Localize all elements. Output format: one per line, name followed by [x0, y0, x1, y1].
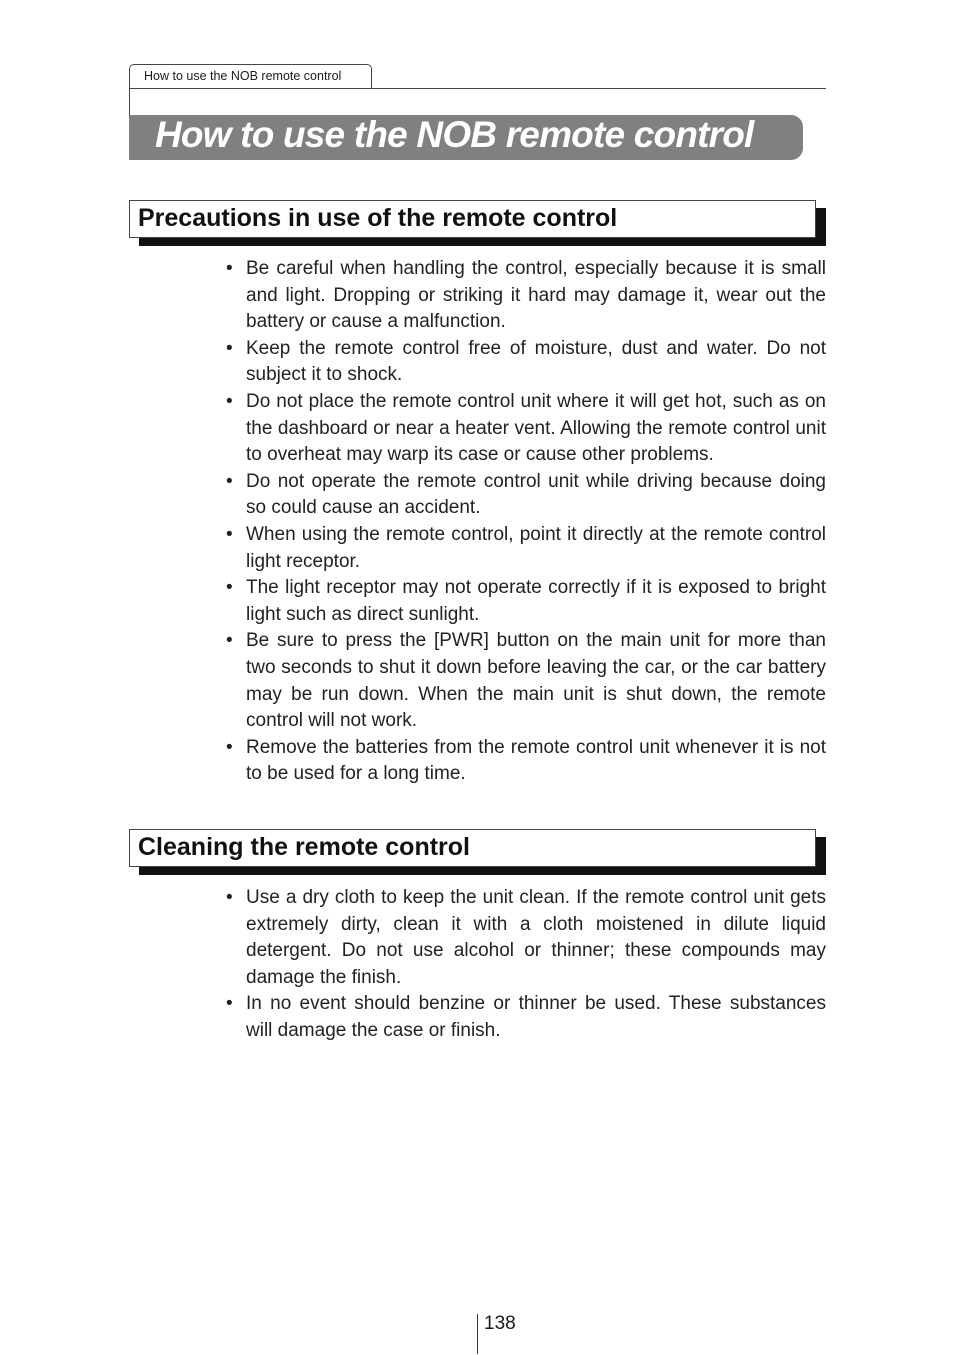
list-item: • Use a dry cloth to keep the unit clean. If the remote control unit gets extremely dirty, clean it with a cloth moistened in dilute liquid detergent. Do not use alcohol or thinner; these compounds may damage the finish. — [226, 887, 826, 988]
section-precautions — [129, 200, 826, 246]
cleaning-list — [226, 885, 826, 1045]
section-heading: Precautions in use of the remote control — [129, 200, 816, 238]
footer-divider — [477, 1314, 478, 1354]
list-item: • The light receptor may not operate correctly if it is exposed to bright light such as direct sunlight. — [226, 577, 826, 625]
list-item: • When using the remote control, point it directly at the remote control light receptor. — [226, 523, 826, 572]
bullet-icon: • — [226, 736, 233, 758]
header-tab-label: How to use the NOB remote control — [144, 69, 342, 83]
bullet-icon: • — [226, 523, 233, 545]
page-number: 138 — [484, 1313, 516, 1334]
bullet-icon: • — [226, 887, 233, 908]
list-item: • Keep the remote control free of moisture, dust and water. Do not subject it to shock. — [226, 337, 826, 386]
page-title: How to use the NOB remote control — [155, 114, 754, 155]
list-item: • Do not operate the remote control unit while driving because doing so could cause an accident. — [226, 470, 826, 519]
bullet-icon: • — [226, 470, 233, 492]
list-item: • Be sure to press the [PWR] button on the main unit for more than two seconds to shut it down before leaving the car, or the car battery may be run down. When the main unit is shut down, the remote control will not work. — [226, 630, 826, 732]
precautions-list — [226, 256, 826, 788]
bullet-icon: • — [226, 258, 233, 279]
list-item: • In no event should benzine or thinner be used. These substances will damage the case or finish. — [226, 993, 826, 1041]
header-tab — [129, 64, 372, 88]
list-item: • Remove the batteries from the remote control unit whenever it is not to be used for a long time. — [226, 736, 826, 785]
section-heading: Cleaning the remote control — [129, 829, 816, 867]
list-item: • Be careful when handling the control, especially because it is small and light. Dropping or striking it hard may damage it, wear out the battery or cause a malfunction. — [226, 258, 826, 333]
bullet-icon: • — [226, 630, 233, 652]
section-cleaning — [129, 829, 826, 875]
list-item: • Do not place the remote control unit where it will get hot, such as on the dashboard or near a heater vent. Allowing the remote control unit to overheat may warp its case or cause other problems. — [226, 390, 826, 466]
bullet-icon: • — [226, 577, 233, 599]
bullet-icon: • — [226, 390, 233, 412]
header-rule — [129, 88, 826, 89]
page-title-bar — [129, 115, 803, 160]
bullet-icon: • — [226, 337, 233, 359]
bullet-icon: • — [226, 993, 233, 1015]
